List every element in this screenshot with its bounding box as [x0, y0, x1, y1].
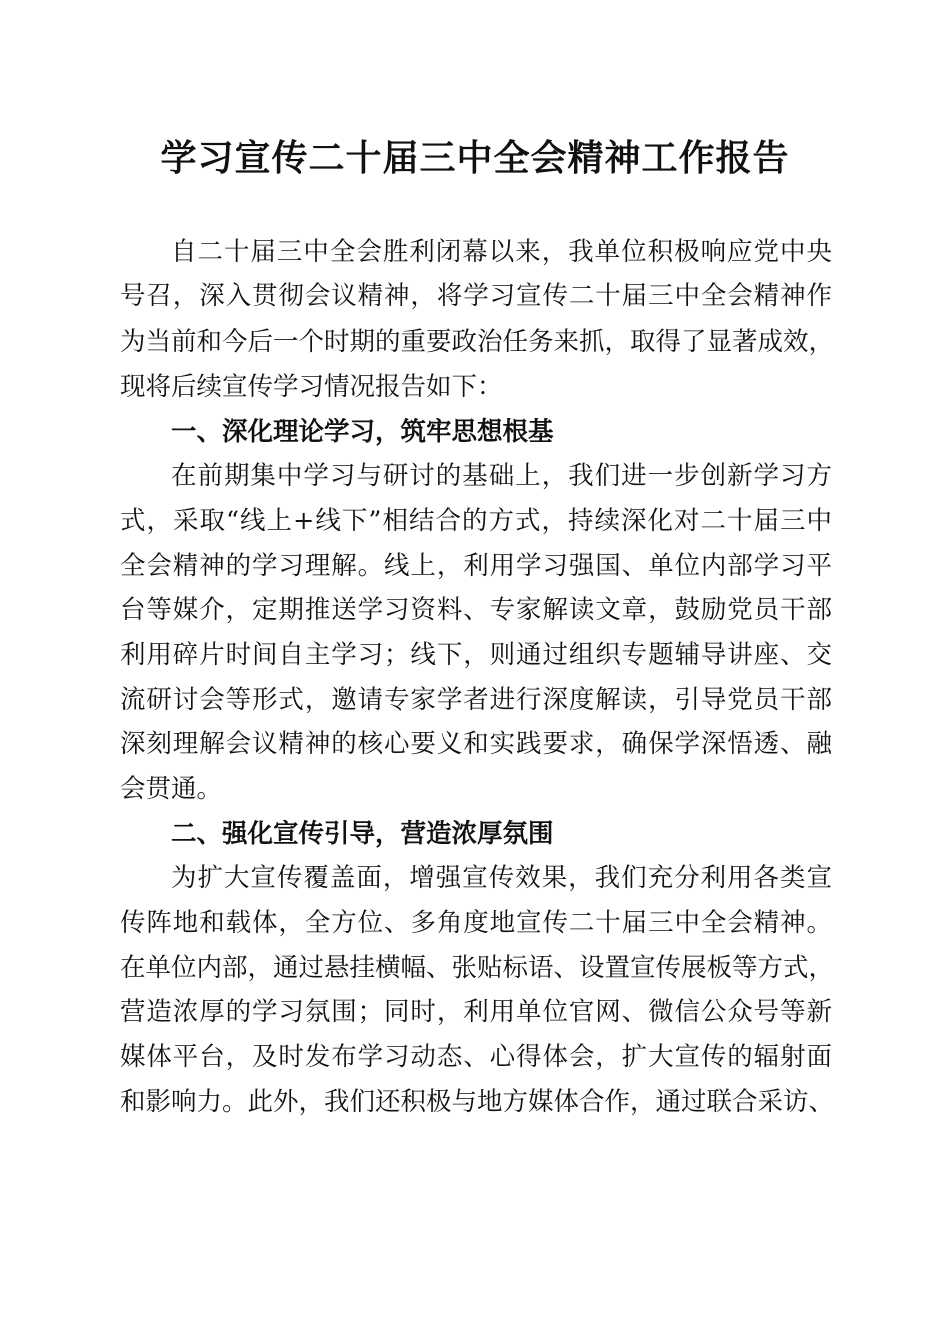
section1-line-3: 全会精神的学习理解。线上，利用学习强国、单位内部学习平: [120, 551, 832, 581]
intro-line-3: 为当前和今后一个时期的重要政治任务来抓，取得了显著成效，: [120, 327, 835, 357]
section1-line-5: 利用碎片时间自主学习；线下，则通过组织专题辅导讲座、交: [120, 640, 832, 670]
intro-line-4: 现将后续宣传学习情况报告如下：: [120, 372, 503, 402]
intro-line-1: 自二十届三中全会胜利闭幕以来，我单位积极响应党中央: [171, 237, 832, 267]
intro-line-2: 号召，深入贯彻会议精神，将学习宣传二十届三中全会精神作: [120, 281, 832, 311]
section2-line-2: 传阵地和载体，全方位、多角度地宣传二十届三中全会精神。: [120, 908, 832, 938]
section1-heading: 一、深化理论学习，筑牢思想根基: [171, 417, 554, 447]
section1-line-7: 深刻理解会议精神的核心要义和实践要求，确保学深悟透、融: [120, 729, 832, 759]
section2-line-5: 媒体平台，及时发布学习动态、心得体会，扩大宣传的辐射面: [120, 1042, 832, 1072]
section1-line-6: 流研讨会等形式，邀请专家学者进行深度解读，引导党员干部: [120, 685, 832, 715]
section2-line-4: 营造浓厚的学习氛围；同时，利用单位官网、微信公众号等新: [120, 997, 832, 1027]
section1-line-4: 台等媒介，定期推送学习资料、专家解读文章，鼓励党员干部: [120, 595, 832, 625]
section1-line-8: 会贯通。: [120, 774, 223, 804]
section2-line-1: 为扩大宣传覆盖面，增强宣传效果，我们充分利用各类宣: [171, 863, 832, 893]
document-title: 学习宣传二十届三中全会精神工作报告: [160, 137, 790, 179]
section2-heading: 二、强化宣传引导，营造浓厚氛围: [171, 819, 554, 849]
section1-line-2: 式，采取“线上+线下”相结合的方式，持续深化对二十届三中: [120, 506, 832, 536]
section1-line-1: 在前期集中学习与研讨的基础上，我们进一步创新学习方: [171, 461, 832, 491]
section2-line-6: 和影响力。此外，我们还积极与地方媒体合作，通过联合采访、: [120, 1087, 835, 1117]
section2-line-3: 在单位内部，通过悬挂横幅、张贴标语、设置宣传展板等方式，: [120, 953, 835, 983]
